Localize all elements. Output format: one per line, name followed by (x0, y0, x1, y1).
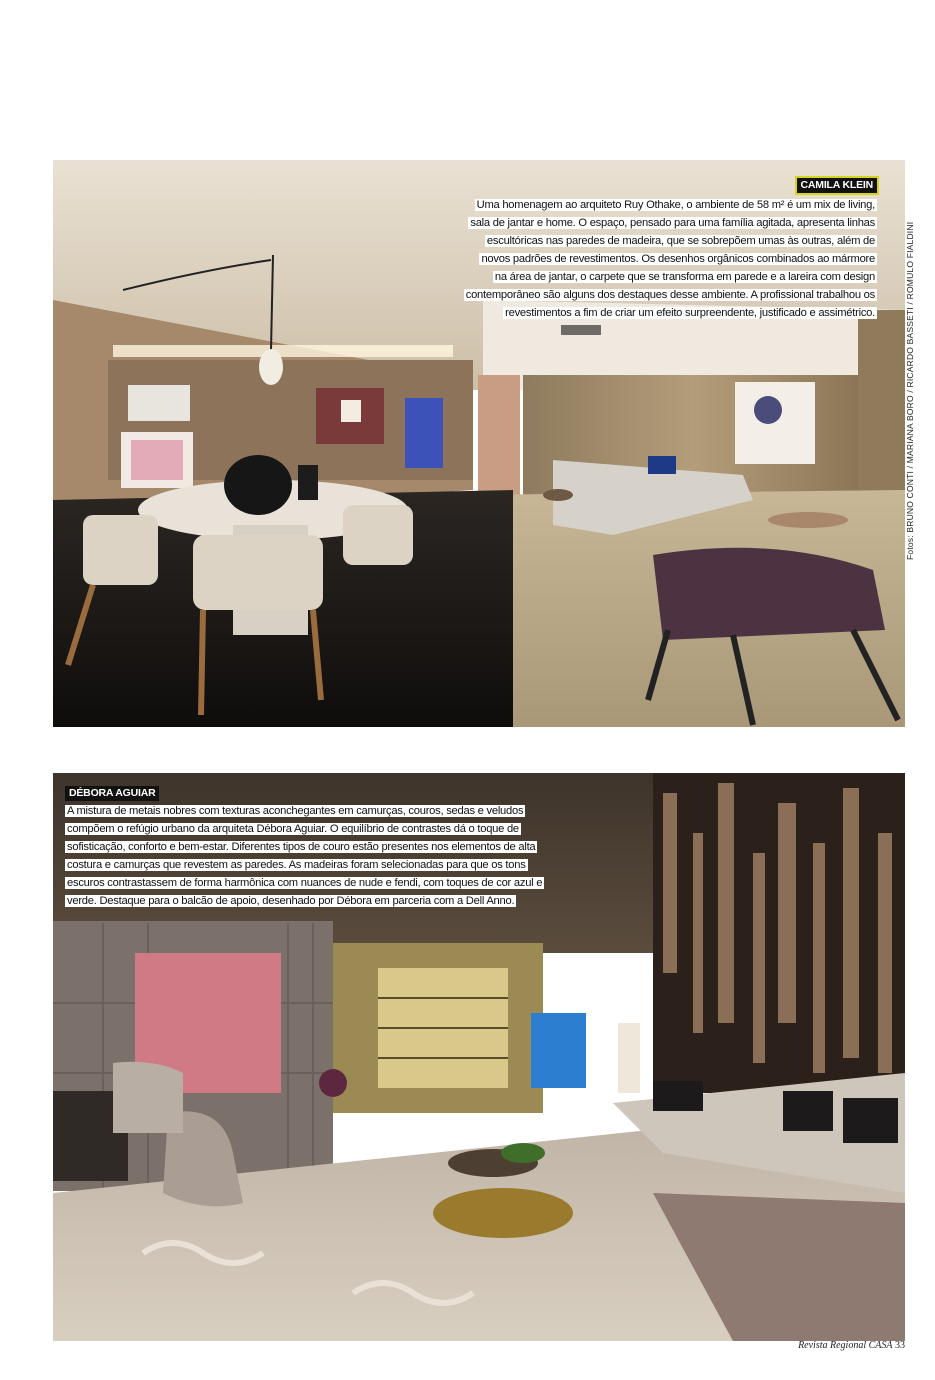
author-tag-debora-aguiar: DÉBORA AGUIAR (65, 786, 159, 801)
caption-line: novos padrões de revestimentos. Os desenhos orgânicos combinados ao mármore (481, 253, 875, 265)
caption-line: na área de jantar, o carpete que se transforma em parede e a lareira com design (494, 271, 875, 283)
page-number: 33 (895, 1340, 905, 1351)
photo-credit: Fotos: BRUNO CONTI / MARIANA BORO / RICARDO BASSETI / ROMULO FIALDINI (905, 221, 915, 560)
caption-line: Uma homenagem ao arquiteto Ruy Othake, o ambiente de 58 m² é um mix de living, (476, 199, 875, 211)
caption-line: escultóricas nas paredes de madeira, que se sobrepõem umas às outras, além de (486, 235, 875, 247)
bottom-caption (65, 783, 640, 909)
caption-line: contemporâneo são alguns dos destaques desse ambiente. A profissional trabalhou os (465, 289, 875, 301)
photo-urban-lounge (53, 773, 905, 1341)
caption-line: revestimentos a fim de criar um efeito surpreendente, justificado e assimétrico. (505, 307, 875, 319)
photo-living-dining-room (53, 160, 905, 727)
caption-line: verde. Destaque para o balcão de apoio, desenhado por Débora em parceria com a Dell Anno. (67, 895, 515, 907)
author-tag-camila-klein: CAMILA KLEIN (797, 178, 877, 193)
caption-line: costura e camurças que revestem as paredes. As madeiras foram selecionadas para que os tons (67, 859, 526, 871)
caption-line: sala de jantar e home. O espaço, pensado para uma família agitada, apresenta linhas (470, 217, 875, 229)
magazine-name: Revista Regional CASA (798, 1340, 893, 1351)
page-footer (798, 1340, 905, 1351)
caption-line: sofisticação, conforto e bem-estar. Diferentes tipos de couro estão presentes nos elementos de alta (67, 841, 536, 853)
caption-line: escuros contrastassem de forma harmônica com nuances de nude e fendi, com toques de cor azul e (67, 877, 543, 889)
caption-line: compõem o refúgio urbano da arquiteta Débora Aguiar. O equilíbrio de contrastes dá o toque de (67, 823, 519, 835)
caption-line: A mistura de metais nobres com texturas aconchegantes em camurças, couros, sedas e veludos (67, 805, 524, 817)
top-caption (377, 175, 877, 321)
